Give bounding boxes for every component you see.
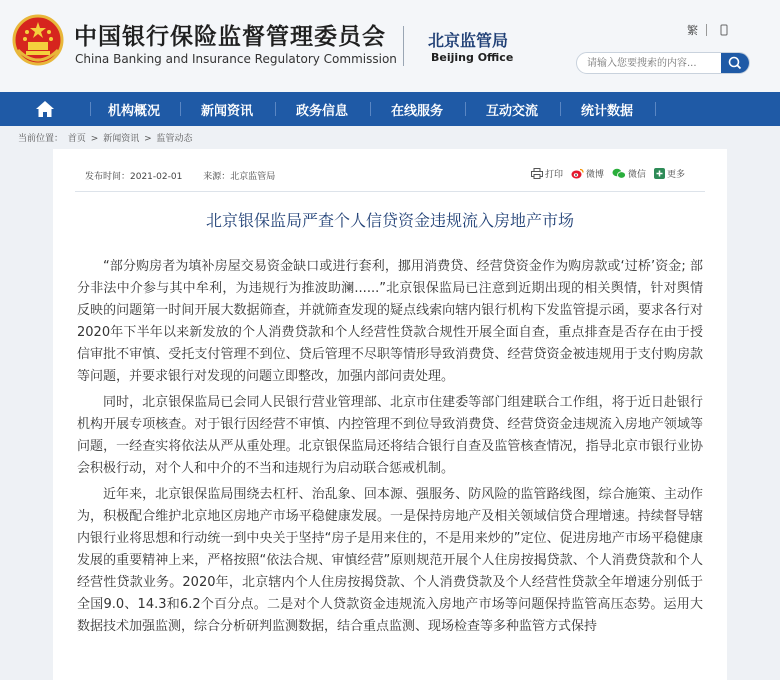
weibo-share-button[interactable] xyxy=(571,167,604,180)
breadcrumb-prefix: 当前位置： xyxy=(18,134,64,144)
nav-item-interaction[interactable]: 互动交流 xyxy=(486,103,539,119)
mobile-icon[interactable] xyxy=(713,24,735,36)
more-share-button[interactable] xyxy=(654,167,685,180)
more-label: 更多 xyxy=(666,170,685,180)
wechat-label: 微信 xyxy=(627,170,646,180)
nav-divider xyxy=(275,102,276,116)
nav-home[interactable] xyxy=(0,92,90,126)
weibo-icon xyxy=(571,168,584,179)
nav-item-online-service[interactable]: 在线服务 xyxy=(391,103,444,119)
office-title-cn: 北京监管局 xyxy=(428,31,509,50)
home-icon xyxy=(35,100,55,118)
site-title-cn: 中国银行保险监督管理委员会 xyxy=(74,24,386,50)
nav-divider xyxy=(90,102,91,116)
print-button[interactable] xyxy=(531,167,563,180)
article-body xyxy=(77,256,703,642)
nav-item-news[interactable]: 新闻资讯 xyxy=(201,103,254,119)
plus-icon xyxy=(654,168,665,179)
search-button[interactable] xyxy=(721,53,749,73)
nav-divider xyxy=(370,102,371,116)
article-tools xyxy=(523,167,685,180)
breadcrumb-separator: > xyxy=(144,134,155,144)
breadcrumb-separator: > xyxy=(90,134,102,144)
site-header xyxy=(0,0,780,92)
publish-time: 发布时间：2021-02-01 xyxy=(85,172,183,182)
meta-divider xyxy=(75,191,705,192)
search-input[interactable] xyxy=(577,53,727,73)
nav-item-government[interactable]: 政务信息 xyxy=(296,103,349,119)
wechat-icon xyxy=(612,168,626,179)
nav-divider xyxy=(560,102,561,116)
printer-icon xyxy=(531,168,543,179)
nav-item-institution[interactable]: 机构概况 xyxy=(108,103,161,119)
lang-divider xyxy=(706,24,707,36)
print-label: 打印 xyxy=(544,170,563,180)
breadcrumb-news[interactable]: 新闻资讯 xyxy=(103,134,140,144)
breadcrumb-home[interactable]: 首页 xyxy=(67,134,86,144)
article-paragraph: 近年来，北京银保监局围绕去杠杆、治乱象、回本源、强服务、防风险的监管路线图，综合施策、主动作为，积极配合维护北京地区房地产市场平稳健康发展。一是保持房地产及相关领域信贷合理增速。持续督导辖内银行业将思想和行动统一到中央关于坚持“房子是用来住的，不是用来炒的”定位、促进房地产市场平稳健康发展的重要精神上来，严格按照“依法合规、审慎经营”原则规范开展个人住房按揭贷款、个人消费贷款和个人经营性贷款业务。2020年，北京辖内个人住房按揭贷款、个人消费贷款及个人经营性贷款全年增速分别低于全国9.0、14.3和6.2个百分点。二是对个人贷款资金违规流入房地产市场等问题保持监管高压态势。运用大数据技术加强监测，综合分析研判监测数据，结合重点监测、现场检查等多种监管方式保持 xyxy=(77,487,703,634)
breadcrumb xyxy=(18,131,195,144)
article-title: 北京银保监局严查个人信贷资金违规流入房地产市场 xyxy=(205,211,574,230)
nav-divider xyxy=(655,102,656,116)
main-nav xyxy=(0,92,780,126)
office-title-en: Beijing Office xyxy=(431,51,514,64)
nav-divider xyxy=(180,102,181,116)
article-panel xyxy=(53,149,727,680)
wechat-share-button[interactable] xyxy=(612,167,646,180)
header-divider xyxy=(403,26,404,66)
weibo-label: 微博 xyxy=(585,170,604,180)
article-source: 来源：北京监管局 xyxy=(203,172,276,182)
national-emblem-icon xyxy=(12,12,64,68)
search-icon xyxy=(721,53,749,73)
traditional-chinese-link[interactable]: 繁 xyxy=(687,24,698,37)
search-box xyxy=(576,52,750,74)
article-meta xyxy=(85,169,293,182)
nav-item-statistics[interactable]: 统计数据 xyxy=(581,103,634,119)
breadcrumb-current[interactable]: 监管动态 xyxy=(156,134,193,144)
article-paragraph: “部分购房者为填补房屋交易资金缺口或进行套利，挪用消费贷、经营贷资金作为购房款或‘过桥’资金; 部分非法中介参与其中牟利，为违规行为推波助澜......”北京银保监局已注意到近期出现的相关舆情，针对舆情反映的问题第一时间开展大数据筛查，并就筛查发现的疑点线索向辖内银行机构下发监管提示函，要求各行对2020年下半年以来新发放的个人消费贷款和个人经营性贷款合规性开展全面自查，重点排查是否存在由于授信审批不审慎、受托支付管理不到位、贷后管理不尽职等情形导致消费贷、经营贷资金被违规用于支付购房款等问题，并要求银行对发现的问题立即整改，加强内部问责处理。 xyxy=(77,259,703,384)
site-title-en: China Banking and Insurance Regulatory Commission xyxy=(75,52,397,66)
article-paragraph: 同时，北京银保监局已会同人民银行营业管理部、北京市住建委等部门组建联合工作组，将于近日赴银行机构开展专项核查。对于银行因经营不审慎、内控管理不到位导致消费贷、经营贷资金违规流入房地产领域等问题，一经查实将依法从严从重处理。北京银保监局还将结合银行自查及监管核查情况，指导北京市银行业协会积极行动，对个人和中介的不当和违规行为启动联合惩戒机制。 xyxy=(77,395,703,476)
nav-divider xyxy=(465,102,466,116)
